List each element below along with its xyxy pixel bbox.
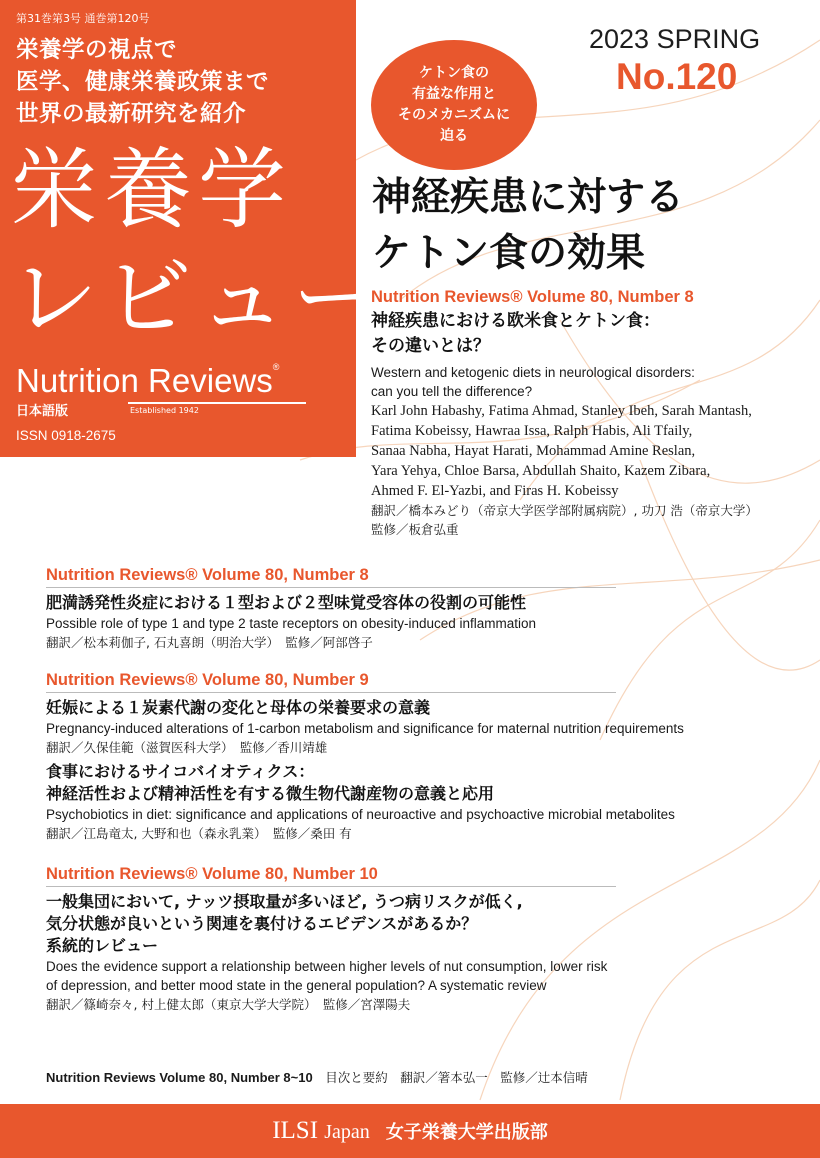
- article-credit: 翻訳／江島竜太, 大野和也（森永乳業） 監修／桑田 有: [46, 826, 352, 841]
- feature-volume: Nutrition Reviews® Volume 80, Number 8: [371, 288, 694, 306]
- author-line: Karl John Habashy, Fatima Ahmad, Stanley Ibeh, Sarah Mantash,: [371, 403, 752, 419]
- bubble-line: 迫る: [440, 128, 468, 144]
- title-rule: [128, 402, 306, 404]
- article-ja-title: 気分状態が良いという関連を裏付けるエビデンスがあるか？: [46, 914, 478, 933]
- feature-article: [371, 288, 811, 539]
- tagline-line: 栄養学の視点で: [16, 37, 178, 63]
- title-en-text: Nutrition Reviews: [16, 362, 273, 399]
- toc-summary: [46, 1068, 588, 1086]
- title-ja-line: 栄養学: [10, 138, 293, 241]
- section-vol80-no8: [46, 566, 616, 652]
- title-en: [16, 362, 279, 400]
- issue-season: 2023 SPRING: [589, 24, 761, 54]
- feature-bubble: [371, 40, 537, 170]
- section-volume: Nutrition Reviews® Volume 80, Number 8: [46, 566, 616, 588]
- feature-en-line: Western and ketogenic diets in neurological disorders:: [371, 365, 695, 380]
- publisher-en-small: Japan: [324, 1121, 370, 1143]
- author-line: Sanaa Nabha, Hayat Harati, Mohammad Amine Reslan,: [371, 443, 696, 459]
- article-en-title: Possible role of type 1 and type 2 taste receptors on obesity-induced inflammation: [46, 616, 537, 631]
- feature-supervisor: 監修／板倉弘重: [371, 522, 459, 537]
- article-en-title: of depression, and better mood state in the general population? A systematic review: [46, 978, 547, 993]
- feature-title: [372, 170, 684, 282]
- article-ja-title: 神経活性および精神活性を有する微生物代謝産物の意義と応用: [46, 784, 495, 803]
- tagline-line: 医学、健康栄養政策まで: [16, 69, 270, 95]
- issn-label: ISSN 0918-2675: [16, 428, 116, 443]
- section-vol80-no10: [46, 865, 616, 1014]
- edition-label: 日本語版: [16, 404, 69, 419]
- tagline-line: 世界の最新研究を紹介: [16, 101, 247, 127]
- article-ja-title: 食事におけるサイコバイオティクス：: [46, 762, 315, 781]
- established-label: Established 1942: [130, 406, 199, 415]
- feature-en-line: can you tell the difference?: [371, 384, 533, 399]
- publisher-en: [272, 1117, 370, 1145]
- tagline: [16, 34, 346, 130]
- article-ja-title: 妊娠による１炭素代謝の変化と母体の栄養要求の意義: [46, 698, 431, 717]
- article-ja-title: 系統的レビュー: [46, 936, 159, 955]
- section-volume: Nutrition Reviews® Volume 80, Number 9: [46, 671, 616, 693]
- bubble-line: ケトン食の: [419, 65, 489, 81]
- registered-mark: ®: [272, 362, 280, 372]
- publisher-ja: 女子栄養大学出版部: [385, 1122, 548, 1143]
- article-credit: 翻訳／久保佳範（滋賀医科大学） 監修／香川靖雄: [46, 740, 328, 755]
- feature-en-title: [371, 363, 811, 401]
- feature-ja-line: 神経疾患における欧米食とケトン食：: [371, 311, 660, 331]
- feature-title-line: 神経疾患に対する: [372, 175, 685, 220]
- bubble-line: そのメカニズムに: [398, 107, 510, 123]
- article-ja-title: 一般集団において, ナッツ摂取量が多いほど, うつ病リスクが低く,: [46, 892, 523, 911]
- section-vol80-no9: [46, 671, 684, 843]
- article-en-title: Psychobiotics in diet: significance and applications of neuroactive and psychoactive microbial metabolites: [46, 807, 675, 822]
- bubble-line: 有益な作用と: [412, 86, 496, 102]
- issue-number: No.120: [616, 56, 738, 97]
- feature-translator: 翻訳／橋本みどり（帝京大学医学部附属病院）, 功刀 浩（帝京大学）: [371, 503, 758, 518]
- feature-title-line: ケトン食の効果: [372, 231, 646, 276]
- title-block: [0, 0, 387, 457]
- author-line: Fatima Kobeissy, Hawraa Issa, Ralph Habis, Ali Tfaily,: [371, 423, 693, 439]
- title-ja-line: レビュー: [10, 246, 387, 349]
- author-line: Ahmed F. El-Yazbi, and Firas H. Kobeissy: [371, 483, 619, 499]
- toc-lead: Nutrition Reviews Volume 80, Number 8~10: [46, 1070, 313, 1085]
- issue-note: 第31巻第3号 通巻第120号: [16, 12, 150, 25]
- feature-authors: [371, 401, 811, 501]
- feature-ja-title: [371, 309, 811, 359]
- feature-ja-line: その違いとは？: [371, 336, 490, 356]
- article-en-title: Does the evidence support a relationship between higher levels of nut consumption, lower risk: [46, 959, 608, 974]
- article-en-title: Pregnancy-induced alterations of 1-carbon metabolism and significance for maternal nutrition requirements: [46, 721, 684, 736]
- section-volume: Nutrition Reviews® Volume 80, Number 10: [46, 865, 616, 887]
- article-credit: 翻訳／篠崎奈々, 村上健太郎（東京大学大学院） 監修／宮澤陽夫: [46, 997, 411, 1012]
- author-line: Yara Yehya, Chloe Barsa, Abdullah Shaito, Kazem Zibara,: [371, 463, 711, 479]
- publisher-en-main: ILSI: [272, 1117, 319, 1144]
- article-ja-title: 肥満誘発性炎症における１型および２型味覚受容体の役割の可能性: [46, 593, 527, 612]
- toc-text: 目次と要約 翻訳／箸本弘一 監修／辻本信晴: [312, 1070, 588, 1085]
- publisher-footer: [0, 1104, 820, 1158]
- article-credit: 翻訳／松本莉伽子, 石丸喜朗（明治大学） 監修／阿部啓子: [46, 635, 373, 650]
